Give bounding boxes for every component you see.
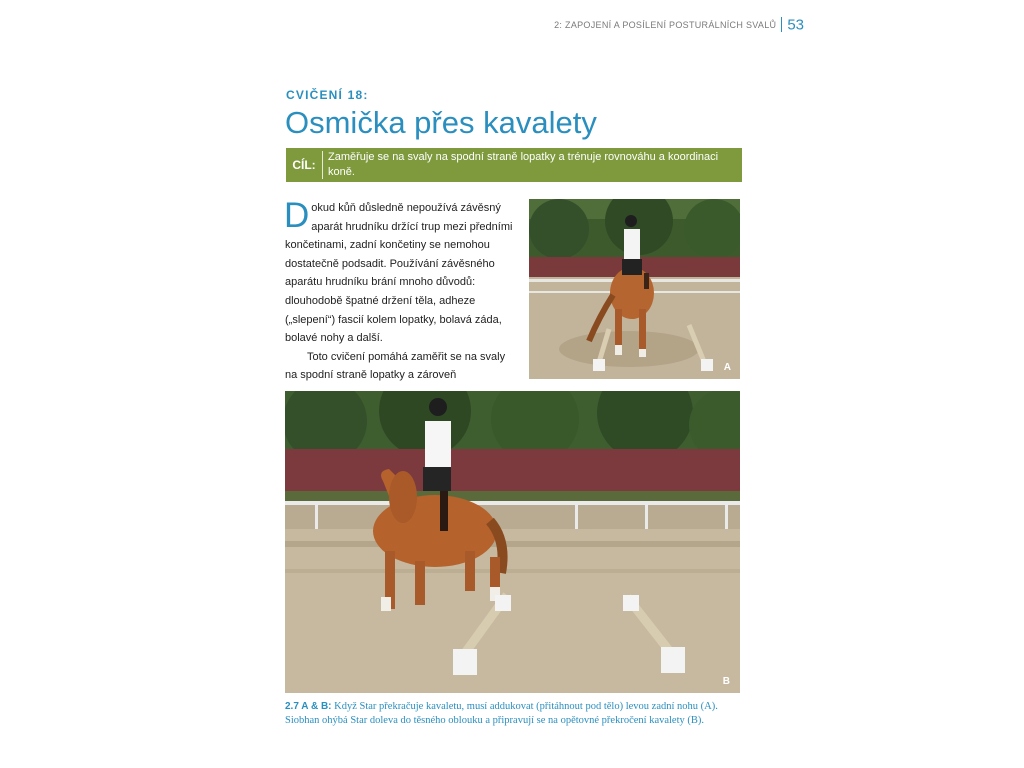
horse-rear-view-image <box>529 199 740 379</box>
running-header <box>420 16 804 36</box>
header-divider <box>781 17 782 32</box>
paragraph-1-text: okud kůň důsledně nepoužívá závěsný aparát hrudníku držící trup mezi předními končetinami, zadní končetiny se nemohou dostatečně podsadit. Používání závěsného aparátu hrudníku brání mnoho důvodů: dlouhodobě špatné držení těla, adheze („slepení“) fascií kolem lopatky, bolavá záda, bolavé nohy a další. <box>285 202 513 345</box>
photo-a-letter: A <box>723 362 731 373</box>
paragraph-2: Toto cvičení pomáhá zaměřit se na svaly na spodní straně lopatky a zároveň <box>285 350 506 382</box>
chapter-title: 2: ZAPOJENÍ A POSÍLENÍ POSTURÁLNÍCH SVALŮ <box>554 19 777 30</box>
horse-front-view-image <box>285 391 740 693</box>
goal-divider <box>322 151 323 179</box>
photo-a <box>529 199 740 379</box>
exercise-label: CVIČENÍ 18: <box>286 88 369 102</box>
figure-caption <box>285 700 747 727</box>
caption-text: Když Star překračuje kavaletu, musí addukovat (přitáhnout pod tělo) levou zadní nohu (A). Siobhan ohýbá Star doleva do těsného oblouku a připravují se na opětovné překročení kavalety (B). <box>285 701 718 726</box>
drop-cap: D <box>284 196 310 235</box>
photo-b <box>285 391 740 693</box>
goal-label: CÍL: <box>292 158 316 172</box>
caption-label: 2.7 A & B: <box>285 701 332 712</box>
body-text <box>284 196 513 385</box>
photo-b-letter: B <box>722 676 730 687</box>
goal-banner <box>286 148 742 182</box>
paragraph-1 <box>284 196 513 348</box>
goal-text: Zaměřuje se na svaly na spodní straně lopatky a trénuje rovnováhu a koordinaci koně. <box>328 151 719 178</box>
page-number: 53 <box>787 16 804 34</box>
exercise-title: Osmička přes kavalety <box>285 105 597 140</box>
